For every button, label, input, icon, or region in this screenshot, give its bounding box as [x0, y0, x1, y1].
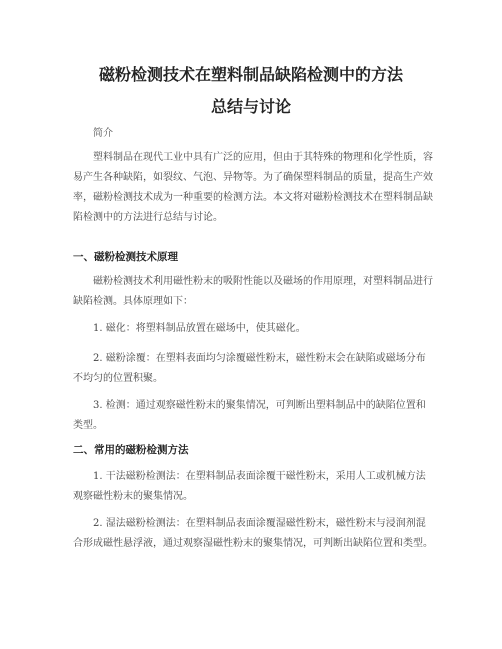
principle-item-3: 3. 检测：通过观察磁性粉末的聚集情况，可判断出塑料制品中的缺陷位置和类型。: [73, 400, 426, 431]
intro-label: 简介: [93, 128, 113, 139]
method-item-2: 2. 湿法磁粉检测法：在塑料制品表面涂覆湿磁性粉末，磁性粉末与浸润剂混合形成磁性悬浮液，通过观察湿磁性粉末的聚集情况，可判断出缺陷位置和类型。: [73, 518, 433, 549]
principle-item-1: 1. 磁化：将塑料制品放置在磁场中，使其磁化。: [93, 323, 306, 334]
method-item-1: 1. 干法磁粉检测法：在塑料制品表面涂覆干磁性粉末，采用人工或机械方法观察磁性粉末的聚集情况。: [73, 471, 426, 502]
intro-paragraph: 塑料制品在现代工业中具有广泛的应用，但由于其特殊的物理和化学性质，容易产生各种缺陷，如裂纹、气泡、异物等。为了确保塑料制品的质量，提高生产效率，磁粉检测技术成为一种重要的检测方法。本文将对磁粉检测技术在塑料制品缺陷检测中的方法进行总结与讨论。: [73, 152, 433, 223]
document-title-line-2: 总结与讨论: [210, 97, 291, 116]
section-1-paragraph: 磁粉检测技术利用磁性粉末的吸附性能以及磁场的作用原理，对塑料制品进行缺陷检测。具体原理如下：: [73, 276, 433, 307]
document-title-line-1: 磁粉检测技术在塑料制品缺陷检测中的方法: [98, 65, 403, 84]
section-1-heading: 一、磁粉检测技术原理: [73, 251, 178, 263]
section-2-heading: 二、常用的磁粉检测方法: [73, 444, 189, 456]
principle-item-2: 2. 磁粉涂覆：在塑料表面均匀涂覆磁性粉末，磁性粉末会在缺陷或磁场分布不均匀的位置积聚。: [73, 353, 426, 384]
